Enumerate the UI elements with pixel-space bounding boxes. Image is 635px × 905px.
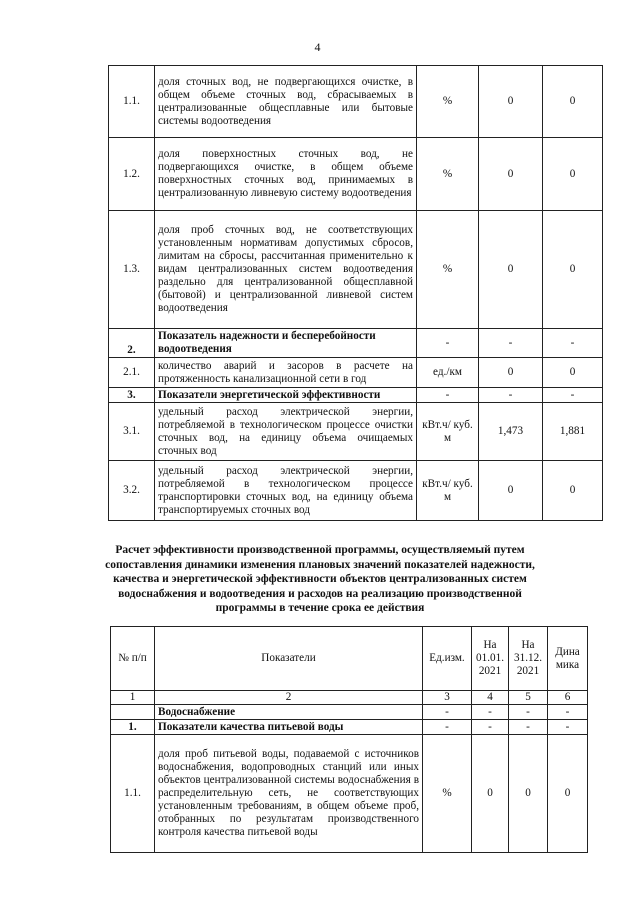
table-row [109, 211, 603, 329]
unit-cell: % [417, 211, 479, 329]
value-cell: 0 [543, 66, 603, 138]
row-number: 1.1. [111, 735, 155, 853]
column-index: 5 [509, 691, 548, 705]
header-end-date: На 31.12. 2021 [509, 627, 548, 691]
table-row [109, 358, 603, 388]
indicator-name: Водоснабжение [155, 705, 423, 720]
table-row [111, 720, 588, 735]
value-cell: 1,473 [479, 403, 543, 461]
value-cell: 0 [548, 735, 588, 853]
indicator-name: удельный расход электрической энергии, потребляемой в технологическом процессе очистки сточных вод, на единицу объема очищаемых сточных вод [155, 403, 417, 461]
unit-cell: - [423, 720, 472, 735]
row-number: 1.2. [109, 138, 155, 211]
value-cell: - [472, 720, 509, 735]
row-number [111, 705, 155, 720]
header-start-date: На 01.01. 2021 [472, 627, 509, 691]
indicator-name: Показатели энергетической эффективности [155, 388, 417, 403]
indicator-name: количество аварий и засоров в расчете на протяженность канализационной сети в год [155, 358, 417, 388]
value-cell: 0 [543, 461, 603, 521]
value-cell: 0 [479, 358, 543, 388]
efficiency-table [110, 626, 588, 853]
header-indicators: Показатели [155, 627, 423, 691]
unit-cell: - [423, 705, 472, 720]
value-cell: 0 [543, 211, 603, 329]
table-row [109, 138, 603, 211]
section-title: Расчет эффективности производственной программы, осуществляемый путем сопоставления динамики изменения плановых значений показателей надежности, качества и энергетической эффективности объектов централизованных систем водоснабжения и водоотведения и расходов на реализацию производственной программы в течение срока ее действия [105, 544, 535, 614]
indicator-name: доля проб питьевой воды, подаваемой с источников водоснабжения, водопроводных станций или иных объектов централизованной системы водоснабжения в распределительную сеть, не соответствующих установленным требованиям, в общем объеме проб, отобранных по результатам производственного контроля качества питьевой воды [155, 735, 423, 853]
row-number: 1.1. [109, 66, 155, 138]
table-row [109, 388, 603, 403]
page-number: 4 [314, 40, 321, 54]
column-index: 2 [155, 691, 423, 705]
unit-cell: ед./км [417, 358, 479, 388]
indicator-name: удельный расход электрической энергии, потребляемой в технологическом процессе транспортировки сточных вод, на единицу объема транспортируемых сточных вод [155, 461, 417, 521]
header-dynamics: Дина мика [548, 627, 588, 691]
unit-cell: кВт.ч/ куб. м [417, 403, 479, 461]
table-row [111, 735, 588, 853]
unit-cell: - [417, 388, 479, 403]
value-cell: - [509, 720, 548, 735]
value-cell: - [543, 329, 603, 358]
column-index-row [111, 691, 588, 705]
table-row [109, 329, 603, 358]
column-index: 6 [548, 691, 588, 705]
indicators-table-continued [108, 65, 603, 521]
row-number: 3.2. [109, 461, 155, 521]
value-cell: - [479, 388, 543, 403]
row-number: 2. [109, 329, 155, 358]
value-cell: - [548, 705, 588, 720]
unit-cell: - [417, 329, 479, 358]
unit-cell: кВт.ч/ куб. м [417, 461, 479, 521]
header-unit: Ед.изм. [423, 627, 472, 691]
table-row [111, 705, 588, 720]
row-number: 3. [109, 388, 155, 403]
indicator-name: Показатели качества питьевой воды [155, 720, 423, 735]
value-cell: 1,881 [543, 403, 603, 461]
value-cell: - [548, 720, 588, 735]
value-cell: 0 [479, 461, 543, 521]
value-cell: 0 [509, 735, 548, 853]
value-cell: - [472, 705, 509, 720]
value-cell: 0 [543, 138, 603, 211]
value-cell: 0 [479, 211, 543, 329]
value-cell: 0 [543, 358, 603, 388]
value-cell: 0 [479, 66, 543, 138]
table-row [109, 66, 603, 138]
indicator-name: Показатель надежности и бесперебойности водоотведения [155, 329, 417, 358]
table-row [109, 403, 603, 461]
row-number: 2.1. [109, 358, 155, 388]
column-index: 4 [472, 691, 509, 705]
indicator-name: доля сточных вод, не подвергающихся очистке, в общем объеме сточных вод, сбрасываемых в централизованные общесплавные или бытовые системы водоотведения [155, 66, 417, 138]
value-cell: - [509, 705, 548, 720]
value-cell: - [543, 388, 603, 403]
unit-cell: % [417, 138, 479, 211]
indicator-name: доля поверхностных сточных вод, не подвергающихся очистке, в общем объеме поверхностных сточных вод, принимаемых в централизованную ливневую систему водоотведения [155, 138, 417, 211]
table-header-row [111, 627, 588, 691]
indicator-name: доля проб сточных вод, не соответствующих установленным нормативам допустимых сбросов, лимитам на сбросы, рассчитанная применительно к видам централизованных систем водоотведения раздельно для централизованной общесплавной (бытовой) и централизованной ливневой систем водоотведения [155, 211, 417, 329]
row-number: 3.1. [109, 403, 155, 461]
header-number: № п/п [111, 627, 155, 691]
unit-cell: % [423, 735, 472, 853]
unit-cell: % [417, 66, 479, 138]
row-number: 1. [111, 720, 155, 735]
row-number: 1.3. [109, 211, 155, 329]
value-cell: 0 [479, 138, 543, 211]
column-index: 1 [111, 691, 155, 705]
value-cell: 0 [472, 735, 509, 853]
table-row [109, 461, 603, 521]
column-index: 3 [423, 691, 472, 705]
value-cell: - [479, 329, 543, 358]
